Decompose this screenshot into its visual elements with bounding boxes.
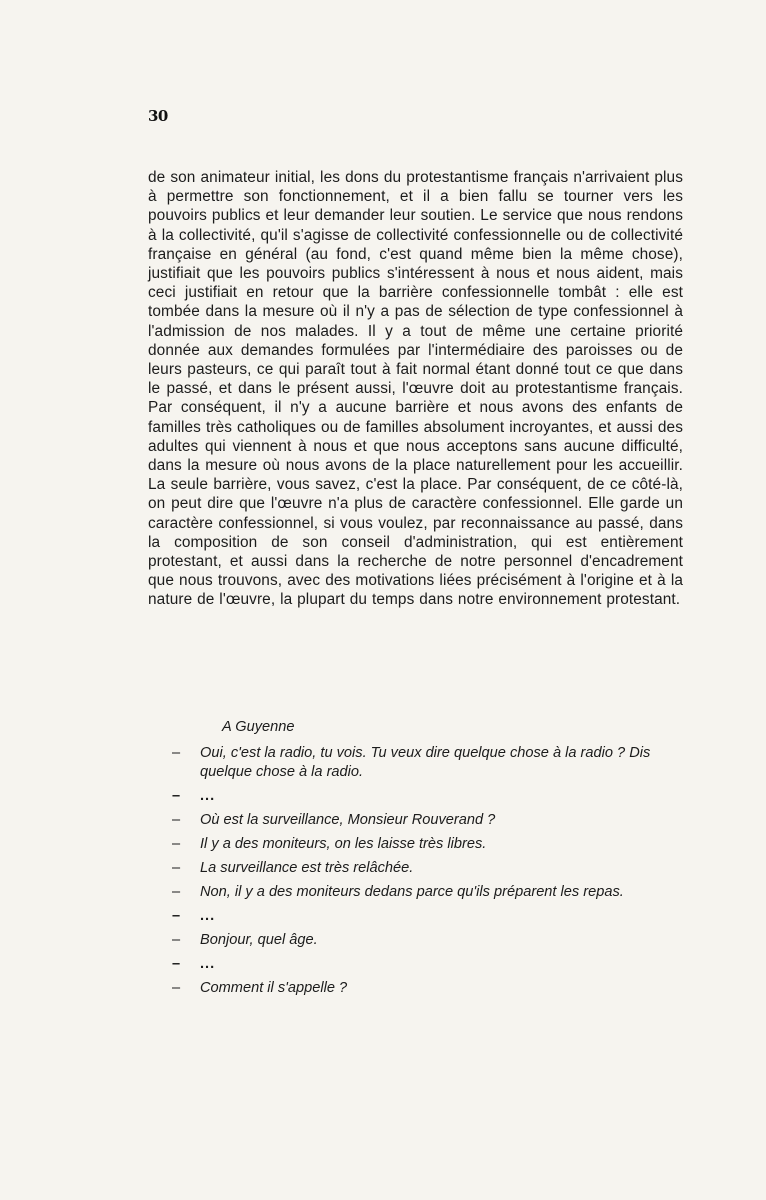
dialogue-dash: – [172,956,181,972]
dialogue-dash: – [172,980,181,996]
dialogue-section [148,718,688,1003]
body-text [148,168,683,610]
dialogue-line [148,931,688,950]
dialogue-ellipsis: ... [200,908,216,924]
body-paragraph: de son animateur initial, les dons du protestantisme français n'arrivaient plus à permettre son fonctionnement, et il a bien fallu se tourner vers les pouvoirs publics et leur demander leur soutien. Le service que nous rendons à la collectivité, qu'il s'agisse de collectivité confessionnelle ou de collectivité française en général (au fond, c'est quand même bien la même chose), justifiait que les pouvoirs publics s'intéressent à nous et nous aident, mais ceci justifiait en retour que la barrière confessionnelle tombât : elle est tombée dans la mesure où il n'y a pas de sélection de type confessionnel à l'admission de nos malades. Il y a tout de même une certaine priorité donnée aux demandes formulées par l'intermédiaire des paroisses ou de leurs pasteurs, ce qui paraît tout à fait normal étant donné tout ce que dans le passé, et dans le présent aussi, l'œuvre doit au protestantisme français. Par conséquent, il n'y a aucune barrière et nous avons des enfants de familles très catholiques ou de familles absolument incroyantes, et aussi des adultes qui viennent à nous et que nous acceptons sans aucune difficulté, dans la mesure où nous avons de la place naturellement pour les accueillir. La seule barrière, vous savez, c'est la place. Par conséquent, de ce côté-là, on peut dire que l'œuvre n'a plus de caractère confessionnel. Elle garde un caractère confessionnel, si vous voulez, par reconnaissance au passé, dans la composition de son conseil d'administration, qui est entièrement protestant, et aussi dans la recherche de notre personnel d'encadrement que nous trouvons, avec des motivations liées précisément à l'origine et à la nature de l'œuvre, la plupart du temps dans notre environnement protestant. [148,169,683,609]
dialogue-dash: – [172,932,181,948]
dialogue-dash: – [172,908,181,924]
dialogue-dash: – [172,860,181,876]
dialogue-text: Où est la surveillance, Monsieur Rouverand ? [200,812,496,828]
dialogue-dash: – [172,745,181,761]
dialogue-line [148,811,688,830]
dialogue-line [148,979,688,998]
page-number: 30 [148,107,168,125]
dialogue-line [148,744,688,782]
dialogue-line [148,883,688,902]
dialogue-text: La surveillance est très relâchée. [200,860,414,876]
dialogue-line [148,955,688,974]
dialogue-text: Oui, c'est la radio, tu vois. Tu veux dire quelque chose à la radio ? Dis quelque chose à la radio. [200,745,651,780]
dialogue-ellipsis: ... [200,956,216,972]
dialogue-dash: – [172,836,181,852]
scene-heading: A Guyenne [222,719,295,735]
dialogue-text: Comment il s'appelle ? [200,980,348,996]
dialogue-line [148,907,688,926]
dialogue-text: Non, il y a des moniteurs dedans parce qu'ils préparent les repas. [200,884,624,900]
dialogue-text: Bonjour, quel âge. [200,932,318,948]
dialogue-line [148,835,688,854]
dialogue-dash: – [172,788,181,804]
dialogue-ellipsis: ... [200,788,216,804]
dialogue-dash: – [172,812,181,828]
dialogue-line [148,859,688,878]
dialogue-text: Il y a des moniteurs, on les laisse très libres. [200,836,487,852]
dialogue-dash: – [172,884,181,900]
dialogue-line [148,787,688,806]
